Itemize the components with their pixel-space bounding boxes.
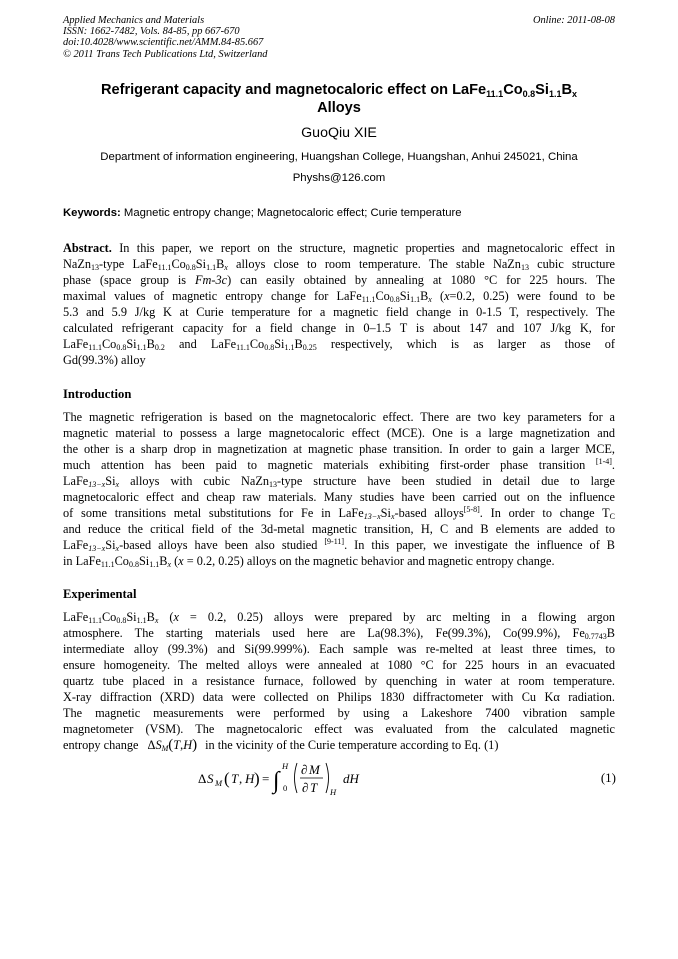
eq-paren-open: ( [224,769,230,788]
intro-line: $LaFe_{13-x}Si_x$ alloys with cubic NaZn$_{13}$-type structure have been studied in detail due to large [63,474,615,490]
intro-line: $LaFe_{13-x}Si_x$-based alloys have been also studied [9-11]. In this paper, we investigate the influence of B [63,537,616,554]
equation-number: (1) [600,770,616,785]
eq-lower-limit: 0 [283,783,288,793]
copyright-line: © 2011 Trans Tech Publications Ltd, Switzerland [63,48,268,60]
inline-entropy-formula: $\Delta S_M(T,H)$ [147,737,198,754]
experimental-line: quartz tube placed in a resistance furnace, followed by quenching in water at room temperature. [63,674,615,689]
eq-partial-top: ∂ [301,762,308,777]
abstract-line: Gd(99.3%) alloy [63,353,146,368]
experimental-line: atmosphere. The starting materials used here are La(98.3%), Fe(99.3%), Co(99.9%), $Fe_{0.7743}B$ [63,626,615,642]
equation-1 [196,757,616,801]
eq-t: T [231,771,239,786]
eq-upper-limit: H [282,761,289,771]
intro-line: and reduce the critical field of the 3d-metal magnetic transition, H, C and B elements are added to [63,522,615,537]
experimental-line: The magnetic measurements were performed by using a Lakeshore 7400 vibration sample [63,706,615,721]
keywords-label: Keywords: [63,207,121,219]
eq-paren-close: ) [254,769,260,788]
equation-svg [196,757,616,801]
eq-dh: dH [343,771,359,786]
experimental-line: X-ray diffraction (XRD) data were collected on Philips 1830 diffractometer with Cu Kα radiation. [63,690,615,705]
experimental-line: intermediate alloy (99.3%) and Si(99.999%). Each sample was re-melted at least three times, to [63,642,615,657]
abstract [63,240,615,368]
author-name: GuoQiu XIE [301,125,377,141]
eq-comma: , [239,771,243,786]
paper-title [63,81,615,117]
experimental-line: ensure homogeneity. The melted alloys were annealed at 1080 °C for 225 hours in an evacuated [63,658,615,673]
experimental-line: entropy change $\Delta S_M(T,H)$ in the vicinity of the Curie temperature according to Eq. (1) [63,737,499,754]
abstract-line: $LaFe_{11.1}Co_{0.8}Si_{1.1}B_{0.2}$ and $LaFe_{11.1}Co_{0.8}Si_{1.1}B_{0.25}$ respectively, which is as larger as those of [63,337,616,353]
title-line-1: Refrigerant capacity and magnetocaloric effect on $LaFe_{11.1}Co_{0.8}Si_{1.1}B_x$ [100,82,578,99]
intro-line: The magnetic refrigeration is based on the magnetocaloric effect. There are two key parameters for a [63,410,615,424]
eq-m: M [309,762,320,777]
journal-name: Applied Mechanics and Materials [63,15,205,26]
intro-line: of some transitions metal substitutions for Fe in $LaFe_{13-x}Si_x$-based alloys[5-8]. In order to change $T_C$ [63,505,615,522]
keywords-text: Magnetic entropy change; Magnetocaloric effect; Curie temperature [120,207,462,219]
eq-t-bottom: T [310,780,318,795]
eq-delta: Δ [198,771,207,786]
online-date: Online: 2011-08-08 [532,15,615,26]
eq-h: H [245,771,255,786]
eq-partial-bottom: ∂ [302,780,309,795]
abstract-line: calculated refrigerant capacity for a field change in 0–1.5 T is about 147 and 107 J/kg K, for [63,321,615,336]
eq-s: S [207,771,214,786]
introduction-heading: Introduction [63,387,132,401]
experimental-heading: Experimental [63,587,137,601]
intro-line: magnetocaloric effect and cheap raw materials. Many studies have been carried out on the influence [63,490,615,505]
doi-line: doi:10.4028/www.scientific.net/AMM.84-85.667 [63,37,264,49]
title-line-2: Alloys [317,100,361,116]
intro-line: the other is a sharp drop in magnetization at magnetic phase transition. In order to gain a larger MCE, [63,442,615,457]
eq-equals: = [262,771,270,786]
journal-header [63,15,615,60]
intro-line: magnetic material to possess a large magnetocaloric effect (MCE). One is a large magnetization and [63,426,615,441]
abstract-line: Abstract. In this paper, we report on the structure, magnetic properties and magnetocaloric effect in [63,241,615,255]
eq-big-paren-close [326,763,329,793]
author-email: Physhs@126.com [292,172,386,184]
affiliation: Department of information engineering, Huangshan College, Huangshan, Anhui 245021, China [100,151,578,163]
keywords [63,206,615,221]
experimental-line: magnetometer (VSM). The magnetocaloric effect was evaluated from the calculated magnetic [63,722,615,737]
eq-h-sub: H [330,787,337,797]
intro-line: much attention has been paid to magnetic materials exhibiting first-order phase transition [1-4]. [63,457,615,473]
experimental-body [63,609,615,753]
eq-big-paren-open [295,763,298,793]
eq-s-sub: M [215,778,223,788]
introduction-body [63,409,615,569]
experimental-line: $LaFe_{11.1}Co_{0.8}Si_{1.1}B_x$ (x = 0.2, 0.25) alloys were prepared by arc melting in a flowing argon [63,610,615,625]
issn-line: ISSN: 1662-7482, Vols. 84-85, pp 667-670 [63,26,240,38]
eq-integral: ∫ [273,768,280,794]
abstract-line: phase (space group is Fm-3c) can easily obtained by annealing at 1080 °C for 225 hours. The [63,273,616,288]
intro-line: in $LaFe_{11.1}Co_{0.8}Si_{1.1}B_x$ (x = 0.2, 0.25) alloys on the magnetic behavior and magnetic entropy change. [63,554,555,570]
abstract-line: 5.3 and 5.9 J/kg K at Curie temperature for a magnetic field change in 0-1.5 T, respectively. The [63,305,615,320]
abstract-line: maximal values of magnetic entropy change for $LaFe_{11.1}Co_{0.8}Si_{1.1}B_x$ (x=0.2, 0.25) were found to be [63,289,616,305]
abstract-line: NaZn$_{13}$-type $LaFe_{11.1}Co_{0.8}Si_{1.1}B_x$ alloys close to room temperature. The stable NaZn$_{13}$ cubic structure [63,257,615,273]
